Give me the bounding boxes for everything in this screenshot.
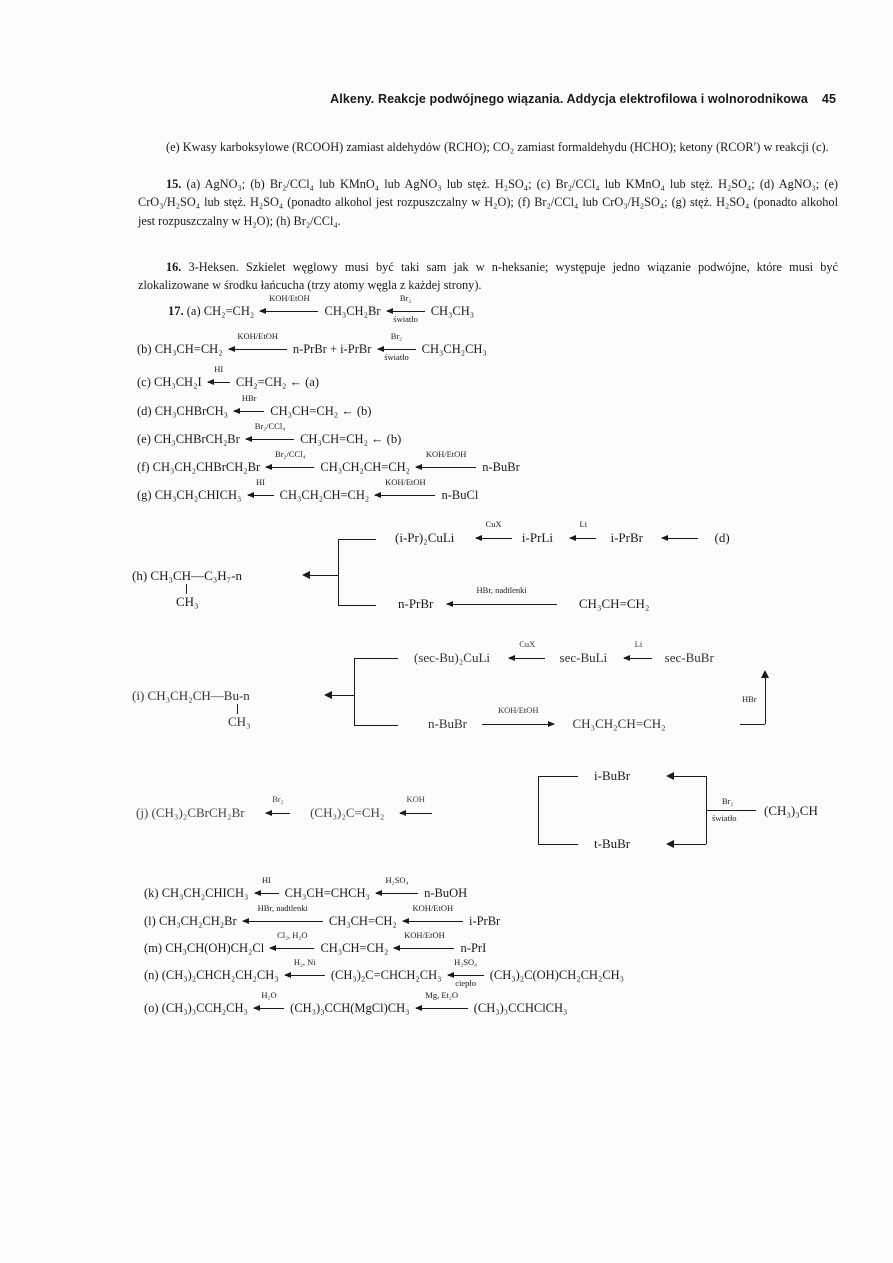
- page-header: [0, 92, 836, 106]
- scheme-17h-top-c2: i-PrLi: [521, 530, 553, 545]
- scheme-17h-bottom-arrow: [447, 585, 557, 612]
- scheme-17h-bracket-top: [338, 539, 376, 540]
- scheme-17i-side-hook: [740, 724, 765, 725]
- scheme-17j-arrow1: [266, 794, 290, 821]
- answer-17-label: 17.: [168, 304, 184, 318]
- scheme-17h-top-r1: CuX: [485, 519, 502, 529]
- eq-17a-arrow2: [387, 293, 425, 324]
- scheme-17i-branch-bond: [237, 704, 238, 714]
- eq-17l-arrow2: [403, 903, 463, 929]
- scheme-17h-bottom-c1: n-PrBr: [398, 596, 434, 611]
- eq-17l-r2: KOH/EtOH: [412, 903, 454, 913]
- eq-17o-r1: H₂O: [261, 990, 277, 1000]
- answer-15-text: (a) AgNO₃; (b) Br₂/CCl₄ lub KMnO₄ lub AgNO₃ lub stęż. H₂SO₄; (c) Br₂/CCl₄ lub KMnO₄ lub stęż. H₂SO₄; (d) AgNO₃; (e) CrO₃/H₂SO₄ lub stęż. H₂SO₄ (ponadto alkohol jest rozpuszczalny w H₂O); (f) Br₂/CCl₄ lub CrO₃/H₂SO₄; (g) stęż. H₂SO₄ (ponadto alkohol jest rozpuszczalny w H₂O); (h) Br₂/CCl₄.: [138, 177, 838, 228]
- eq-17a-tag: (a): [186, 304, 201, 318]
- eq-17d-tag: (d): [137, 404, 152, 418]
- scheme-17i-side-reagent: HBr: [742, 694, 757, 704]
- eq-17n-c3: (CH₃)₂C(OH)CH₂CH₂CH₃: [489, 968, 625, 982]
- answer-15: [138, 175, 838, 230]
- eq-17a-r2b: światło: [393, 314, 418, 324]
- eq-17l-c1: CH₃CH₂CH₂Br: [158, 914, 237, 928]
- scheme-17j-left-bracket-top: [538, 776, 578, 777]
- scheme-17i-top-r1: CuX: [519, 639, 536, 649]
- eq-17g-tag: (g): [137, 488, 152, 502]
- eq-17d-arrow1: [234, 393, 264, 419]
- eq-17d-c2: CH₃CH=CH₂ ← (b): [270, 404, 372, 418]
- eq-17g-r2: KOH/EtOH: [385, 477, 426, 487]
- scheme-17i-bottom-r1: KOH/EtOH: [497, 705, 539, 715]
- eq-17a-r1: KOH/EtOH: [269, 293, 310, 303]
- eq-17c-c2: CH₂=CH₂ ← (a): [235, 375, 319, 389]
- scheme-17i-bottom: [428, 705, 666, 732]
- scheme-17j-left-bracket-bottom: [538, 844, 578, 845]
- eq-17m-c3: n-PrI: [460, 941, 487, 955]
- eq-17m-arrow2: [394, 930, 454, 956]
- scheme-17h-arrow: [308, 575, 338, 576]
- eq-17c-c1: CH₃CH₂I: [154, 375, 202, 389]
- eq-17n-arrow2: [448, 957, 484, 988]
- eq-17c-r1: HI: [214, 364, 224, 374]
- eq-17d-r1: HBr: [241, 393, 257, 403]
- eq-17b-arrow2: [378, 331, 416, 362]
- scheme-17j-right-stem: [706, 810, 756, 811]
- eq-17k-tag: (k): [144, 886, 159, 900]
- scheme-17j-tag: (j): [136, 805, 149, 820]
- scheme-17j-r3: Br₂: [722, 796, 734, 806]
- eq-17a-arrow1: [260, 293, 318, 319]
- eq-17f-c2: CH₃CH₂CH=CH₂: [320, 460, 411, 474]
- eq-17l: [144, 903, 501, 929]
- eq-17b: [137, 331, 487, 362]
- eq-17f-r2: KOH/EtOH: [425, 449, 467, 459]
- scheme-17i-product: CH₃CH₂CH—Bu-n: [147, 688, 250, 703]
- eq-17e-r1: Br₂/CCl₄: [254, 421, 286, 431]
- answer-14e: [138, 138, 838, 156]
- eq-17m-arrow1: [270, 930, 314, 956]
- eq-17o: [144, 990, 568, 1016]
- eq-17a: [168, 293, 475, 324]
- eq-17b-c3: CH₃CH₂CH₃: [421, 342, 487, 356]
- eq-17l-c3: i-PrBr: [468, 914, 501, 928]
- eq-17n-arrow1: [285, 957, 325, 983]
- eq-17g: [137, 477, 479, 503]
- eq-17a-c3: CH₃CH₃: [430, 304, 475, 318]
- eq-17a-r2: Br₂: [399, 293, 412, 303]
- scheme-17h-top-arrow2: [570, 519, 596, 546]
- eq-17m-r1: Cl₂, H₂O: [277, 930, 308, 940]
- eq-17b-arrow1: [229, 331, 287, 357]
- eq-17b-r2: Br₂: [390, 331, 403, 341]
- eq-17e-tag: (e): [137, 432, 151, 446]
- scheme-17j-top: i-BuBr: [594, 768, 631, 783]
- eq-17f-r1: Br₂/CCl₄: [275, 449, 306, 459]
- eq-17c-tag: (c): [137, 375, 151, 389]
- eq-17o-r2: Mg, Et₂O: [425, 990, 458, 1000]
- scheme-17i-branch: CH₃: [228, 714, 251, 729]
- scheme-17h-top-r2: Li: [579, 519, 588, 529]
- scheme-17i-top: [414, 639, 714, 666]
- scheme-17j-r2: KOH: [406, 794, 425, 804]
- scheme-17i-top-arrow2: [624, 639, 652, 666]
- scheme-17i-top-c1: (sec-Bu)₂CuLi: [414, 650, 491, 665]
- eq-17a-c1: CH₂=CH₂: [203, 304, 255, 318]
- eq-17l-arrow1: [243, 903, 323, 929]
- scheme-17i-bottom-c2: CH₃CH₂CH=CH₂: [572, 716, 666, 731]
- eq-17e-c2: CH₃CH=CH₂ ← (b): [300, 432, 402, 446]
- eq-17n-c1: (CH₃)₂CHCH₂CH₂CH₃: [161, 968, 279, 982]
- eq-17m-tag: (m): [144, 941, 163, 955]
- eq-17d: [137, 393, 372, 419]
- scheme-17j-bottom: t-BuBr: [594, 836, 631, 851]
- eq-17k-c1: CH₃CH₂CHICH₃: [161, 886, 249, 900]
- eq-17b-r2b: światło: [384, 352, 409, 362]
- eq-17k-c2: CH₃CH=CHCH₃: [284, 886, 370, 900]
- eq-17b-r1: KOH/EtOH: [237, 331, 278, 341]
- scheme-17h-bottom-r1: HBr, nadtlenki: [476, 585, 527, 595]
- eq-17o-arrow1: [254, 990, 284, 1016]
- eq-17e-arrow1: [246, 421, 294, 447]
- eq-17k-arrow2: [376, 875, 418, 901]
- scheme-17i-top-r2: Li: [634, 639, 643, 649]
- scheme-17h-top-arrow3: [662, 530, 698, 546]
- scheme-17i-bracket: [354, 658, 355, 725]
- page-number: 45: [821, 92, 836, 106]
- scheme-17h-arrowhead: [302, 571, 312, 581]
- scheme-17i-bottom-c1: n-BuBr: [428, 716, 467, 731]
- scheme-17h-main: [132, 568, 242, 584]
- scheme-17j-c3: (CH₃)₃CH: [764, 803, 818, 818]
- scheme-17i-side-arrow: [765, 676, 766, 724]
- scheme-17j-top-arrow: [672, 776, 706, 777]
- scheme-17h-top-c3: i-PrBr: [610, 530, 643, 545]
- scheme-17i-side-arrowhead: [761, 670, 771, 680]
- eq-17g-arrow2: [375, 477, 435, 503]
- scheme-17j-bottom-arrow: [672, 844, 706, 845]
- scheme-17h-top: [395, 519, 730, 546]
- eq-17n: [144, 957, 625, 988]
- eq-17a-c2: CH₃CH₂Br: [324, 304, 381, 318]
- scheme-17j-arrow2: [400, 794, 432, 821]
- eq-17b-c1: CH₃CH=CH₂: [154, 342, 223, 356]
- eq-17f-tag: (f): [137, 460, 150, 474]
- scheme-17h-bottom: [398, 585, 650, 612]
- eq-17b-c2: n-PrBr + i-PrBr: [292, 342, 372, 356]
- scheme-17h-top-arrow1: [476, 519, 512, 546]
- eq-17g-c3: n-BuCl: [441, 488, 479, 502]
- scheme-17i-bottom-arrow: [482, 705, 554, 732]
- eq-17e-c1: CH₃CHBrCH₂Br: [154, 432, 240, 446]
- eq-17k-arrow1: [255, 875, 279, 901]
- scheme-17i-arrowhead: [324, 691, 334, 701]
- eq-17l-c2: CH₃CH=CH₂: [328, 914, 397, 928]
- scheme-17i-main: [132, 688, 250, 704]
- scheme-17h-product: CH₃CH—C₃H₇-n: [150, 568, 243, 583]
- eq-17f-arrow1: [266, 449, 314, 475]
- eq-17m-c1: CH₃CH(OH)CH₂Cl: [165, 941, 265, 955]
- eq-17l-r1: HBr, nadtlenki: [257, 903, 308, 913]
- scheme-17j-c1: (CH₃)₂CBrCH₂Br: [151, 805, 245, 820]
- scheme-17h-bracket-bottom: [338, 605, 376, 606]
- eq-17o-arrow2: [416, 990, 468, 1016]
- eq-17o-c1: (CH₃)₃CCH₂CH₃: [161, 1001, 248, 1015]
- eq-17c: [137, 364, 319, 390]
- eq-17f-c1: CH₃CH₂CHBrCH₂Br: [152, 460, 261, 474]
- scheme-17h-top-c1: (i-Pr)₂CuLi: [395, 530, 455, 545]
- scheme-17i-top-c3: sec-BuBr: [664, 650, 714, 665]
- answer-16: [138, 258, 838, 295]
- eq-17n-tag: (n): [144, 968, 159, 982]
- eq-17m-r2: KOH/EtOH: [404, 930, 445, 940]
- scheme-17i-top-c2: sec-BuLi: [559, 650, 608, 665]
- scheme-17h-bracket: [338, 539, 339, 605]
- eq-17n-r1: H₂, Ni: [293, 957, 316, 967]
- eq-17b-tag: (b): [137, 342, 152, 356]
- scheme-17j-r3b: światło: [712, 813, 737, 823]
- eq-17k-r2: H₂SO₄: [385, 875, 409, 885]
- scheme-17i-tag: (i): [132, 688, 145, 703]
- eq-17f-c3: n-BuBr: [482, 460, 520, 474]
- scheme-17h-bottom-c2: CH₃CH=CH₂: [578, 596, 650, 611]
- eq-17l-tag: (l): [144, 914, 156, 928]
- scheme-17i-top-arrow1: [509, 639, 545, 666]
- scheme-17h-branch-bond: [186, 584, 187, 594]
- eq-17c-arrow1: [208, 364, 230, 390]
- eq-17e: [137, 421, 402, 447]
- eq-17f: [137, 449, 520, 475]
- scheme-17j-bottom-arrowhead: [666, 840, 676, 850]
- eq-17n-c2: (CH₃)₂C=CHCH₂CH₃: [330, 968, 442, 982]
- scheme-17j-main: [136, 794, 435, 821]
- eq-17o-tag: (o): [144, 1001, 159, 1015]
- answer-15-label: 15.: [166, 177, 182, 191]
- eq-17g-r1: HI: [256, 477, 266, 487]
- answer-16-text: 3-Heksen. Szkielet węglowy musi być taki sam jak w n-heksanie; występuje jedno wiązanie podwójne, które musi być zlokalizowane w środku łańcucha (trzy atomy węgla z każdej strony).: [138, 260, 838, 293]
- answer-16-label: 16.: [166, 260, 182, 274]
- scheme-17i-bracket-top: [354, 658, 398, 659]
- eq-17d-c1: CH₃CHBrCH₃: [154, 404, 229, 418]
- scheme-17j-left-bracket: [538, 776, 539, 844]
- eq-17g-c2: CH₃CH₂CH=CH₂: [279, 488, 370, 502]
- scheme-17h-branch: CH₃: [176, 594, 199, 609]
- header-title: Alkeny. Reakcje podwójnego wiązania. Addycja elektrofilowa i wolnorodnikowa: [330, 92, 808, 106]
- eq-17g-c1: CH₃CH₂CHICH₃: [154, 488, 242, 502]
- eq-17n-r2: H₂SO₄: [454, 957, 478, 967]
- eq-17k-c3: n-BuOH: [424, 886, 468, 900]
- scheme-17j-top-arrowhead: [666, 772, 676, 782]
- eq-17k-r1: HI: [262, 875, 272, 885]
- scheme-17j-c2: (CH₃)₂C=CH₂: [310, 805, 385, 820]
- eq-17m-c2: CH₃CH=CH₂: [320, 941, 389, 955]
- scheme-17i-bracket-bottom: [354, 725, 398, 726]
- eq-17k: [144, 875, 468, 901]
- eq-17f-arrow2: [416, 449, 476, 475]
- scheme-17j-r1: Br₂: [272, 794, 284, 804]
- eq-17n-r2b: ciepło: [455, 978, 477, 988]
- eq-17g-arrow1: [248, 477, 274, 503]
- scheme-17h-top-ref: (d): [714, 530, 730, 545]
- eq-17o-c3: (CH₃)₃CCHClCH₃: [473, 1001, 568, 1015]
- eq-17o-c2: (CH₃)₃CCH(MgCl)CH₃: [290, 1001, 410, 1015]
- eq-17m: [144, 930, 487, 956]
- answer-14e-text: (e) Kwasy karboksylowe (RCOOH) zamiast aldehydów (RCHO); CO₂ zamiast formaldehydu (HCHO); ketony (RCOR′) w reakcji (c).: [166, 140, 829, 154]
- scheme-17h-tag: (h): [132, 568, 148, 583]
